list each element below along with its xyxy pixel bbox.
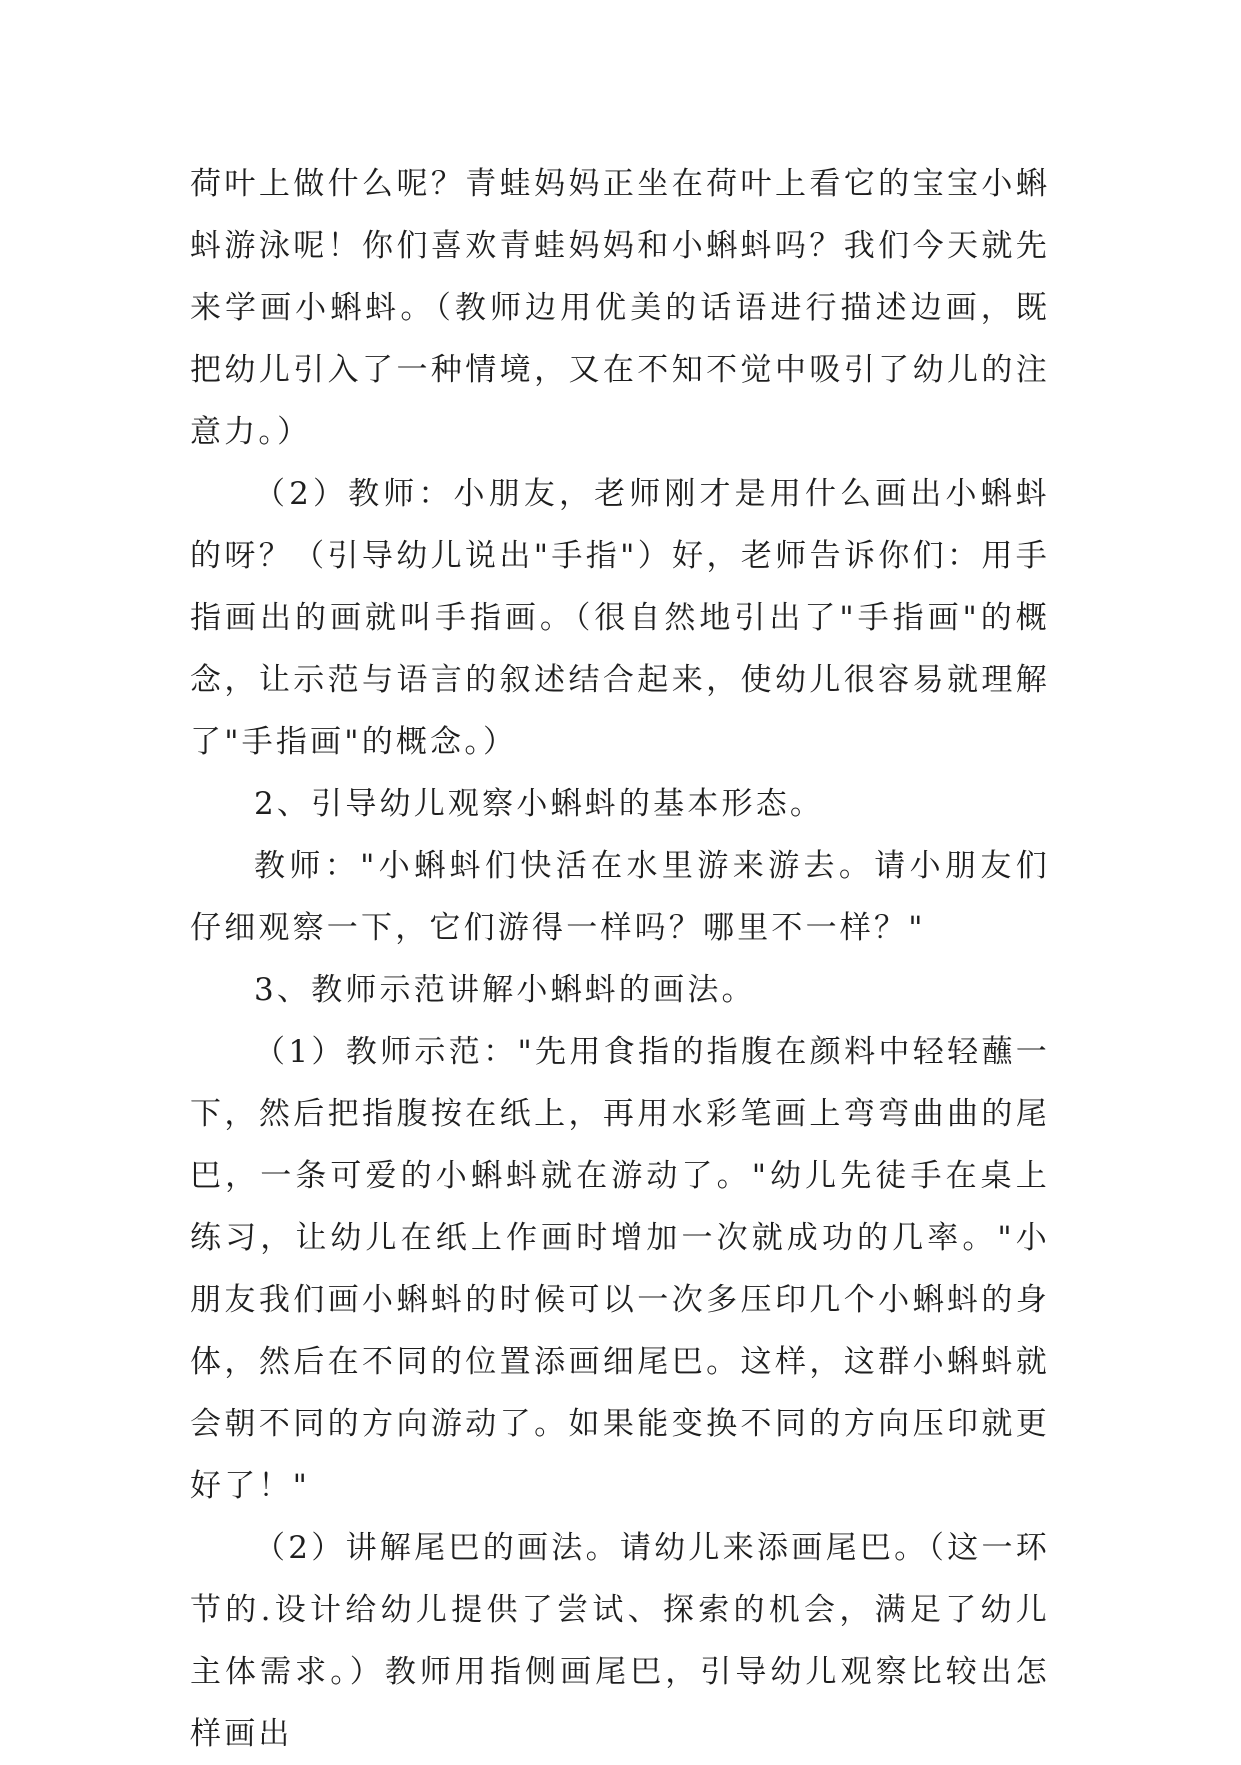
paragraph-2: （2）教师：小朋友，老师刚才是用什么画出小蝌蚪的呀？（引导幼儿说出"手指"）好，老师告诉你们：用手指画出的画就叫手指画。（很自然地引出了"手指画"的概念，让示范与语言的叙述结合起来，使幼儿很容易就理解了"手指画"的概念。） bbox=[190, 476, 1050, 760]
paragraph-7: （2）讲解尾巴的画法。请幼儿来添画尾巴。（这一环节的.设计给幼儿提供了尝试、探索的机会，满足了幼儿主体需求。）教师用指侧画尾巴，引导幼儿观察比较出怎样画出 bbox=[190, 1530, 1050, 1752]
paragraph-1: 荷叶上做什么呢？青蛙妈妈正坐在荷叶上看它的宝宝小蝌蚪游泳呢！你们喜欢青蛙妈妈和小蝌蚪吗？我们今天就先来学画小蝌蚪。（教师边用优美的话语进行描述边画，既把幼儿引入了一种情境，又在不知不觉中吸引了幼儿的注意力。） bbox=[190, 166, 1050, 450]
paragraph-3: 2、引导幼儿观察小蝌蚪的基本形态。 bbox=[254, 786, 825, 822]
paragraph-4: 教师："小蝌蚪们快活在水里游来游去。请小朋友们仔细观察一下，它们游得一样吗？哪里不一样？" bbox=[190, 848, 1050, 946]
document-body bbox=[190, 153, 1050, 1765]
paragraph-6: （1）教师示范："先用食指的指腹在颜料中轻轻蘸一下，然后把指腹按在纸上，再用水彩笔画上弯弯曲曲的尾巴，一条可爱的小蝌蚪就在游动了。"幼儿先徒手在桌上练习，让幼儿在纸上作画时增加一次就成功的几率。"小朋友我们画小蝌蚪的时候可以一次多压印几个小蝌蚪的身体，然后在不同的位置添画细尾巴。这样，这群小蝌蚪就会朝不同的方向游动了。如果能变换不同的方向压印就更好了！" bbox=[190, 1034, 1050, 1504]
paragraph-5: 3、教师示范讲解小蝌蚪的画法。 bbox=[254, 972, 756, 1008]
